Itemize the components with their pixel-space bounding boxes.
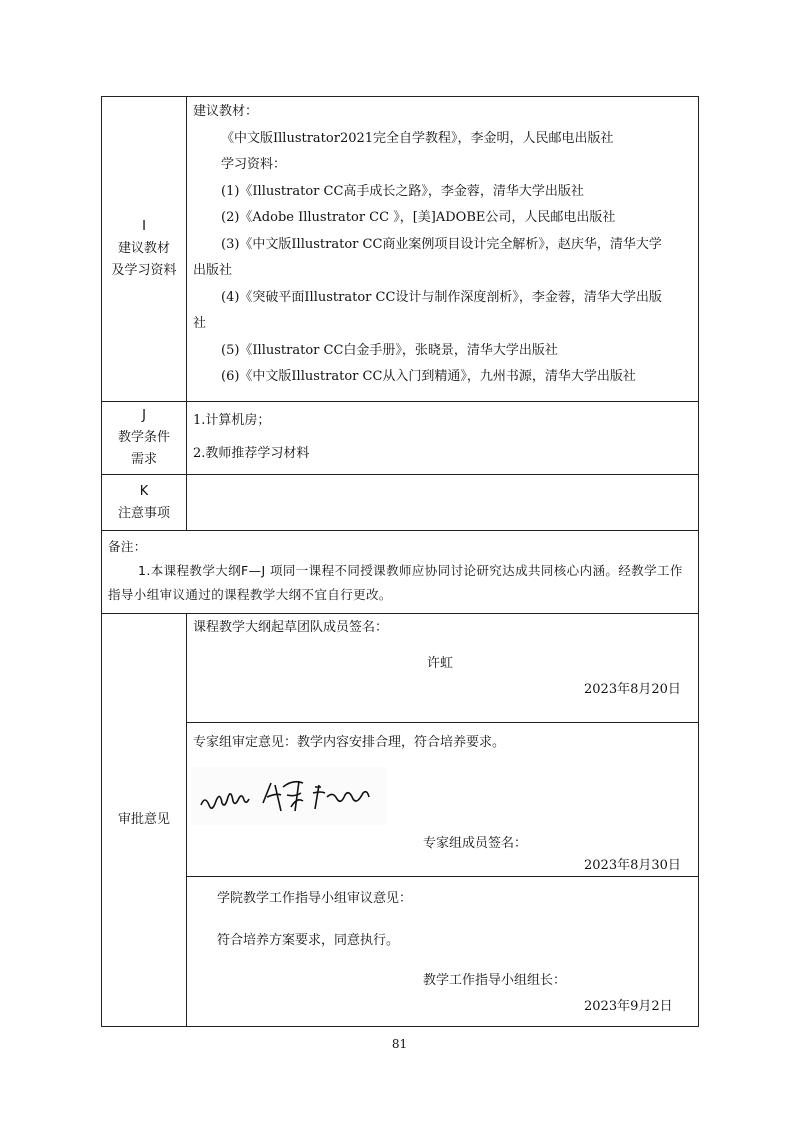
row-title: 建议教材 [117,241,170,256]
college-date: 2023年9月2日 [584,999,673,1014]
row-code: J [142,408,146,423]
row-title: 及学习资料 [111,263,177,278]
approval-content [187,614,699,1027]
text-line: (2)《Adobe Illustrator CC 》，[美]ADOBE公司，人民邮电出版社 [221,210,616,225]
remarks-text: 1.本课程教学大纲F—J 项同一课程不同授课教师应协同讨论研究达成共同核心内涵。经教学工作指导小组审议通过的课程教学大纲不宜自行更改。 [108,563,683,602]
college-heading: 学院教学工作指导小组审议意见： [217,891,413,906]
text-line: 2.教师推荐学习材料 [193,446,310,461]
expert-signatures-image [191,767,387,825]
expert-date: 2023年8月30日 [584,858,681,873]
text-line: (1)《Illustrator CC高手成长之路》，李金蓉，清华大学出版社 [221,183,584,199]
row-code: K [139,483,149,499]
college-opinion: 符合培养方案要求，同意执行。 [217,933,400,948]
text-line: (5)《Illustrator CC白金手册》，张晓景，清华大学出版社 [221,342,558,358]
row-label-approval [102,614,187,1027]
notes-item-content [187,475,699,531]
drafting-heading: 课程教学大纲起草团队成员签名： [193,620,389,635]
row-conditions [102,402,699,475]
row-title: 注意事项 [117,505,170,521]
text-line: (3)《中文版Illustrator CC商业案例项目设计完全解析》，赵庆华，清华大学 [221,236,662,252]
row-remarks [102,531,699,614]
text-line: 1.计算机房； [193,413,271,428]
materials-content [187,97,699,402]
remarks-title: 备注： [108,539,147,554]
row-title: 审批意见 [117,812,170,827]
row-code: I [142,219,146,234]
text-line: (6)《中文版Illustrator CC从入门到精通》，九州书源，清华大学出版社 [221,369,636,384]
row-title: 教学条件 [117,430,170,445]
syllabus-table-section [101,96,699,1027]
row-title: 需求 [130,452,157,467]
handwritten-signatures [191,767,387,825]
page-number: 81 [391,1037,408,1051]
text-line: 《中文版Illustrator2021完全自学教程》，李金明，人民邮电出版社 [221,130,614,146]
expert-section [187,723,698,877]
syllabus-table [101,96,699,1027]
row-notes-item [102,475,699,531]
row-label-notes [102,475,187,531]
college-leader-label: 教学工作指导小组组长： [423,973,567,988]
row-approval [102,614,699,1027]
row-label-materials [102,97,187,402]
text-line: 学习资料： [221,157,287,172]
row-materials [102,97,699,402]
conditions-content [187,402,699,475]
expert-members-label: 专家组成员签名： [423,836,528,851]
text-line: 出版社 [193,263,233,278]
text-line: 建议教材： [193,104,259,119]
college-section [187,877,698,1026]
text-line: (4)《突破平面Illustrator CC设计与制作深度剖析》，李金蓉，清华大学出版 [221,289,662,305]
expert-opinion: 专家组审定意见：教学内容安排合理，符合培养要求。 [193,735,506,750]
drafting-signer: 许虹 [427,656,454,671]
drafting-date: 2023年8月20日 [584,682,681,697]
text-line: 社 [193,316,207,331]
row-label-conditions [102,402,187,475]
drafting-section [187,614,698,723]
remarks-cell [102,531,699,614]
